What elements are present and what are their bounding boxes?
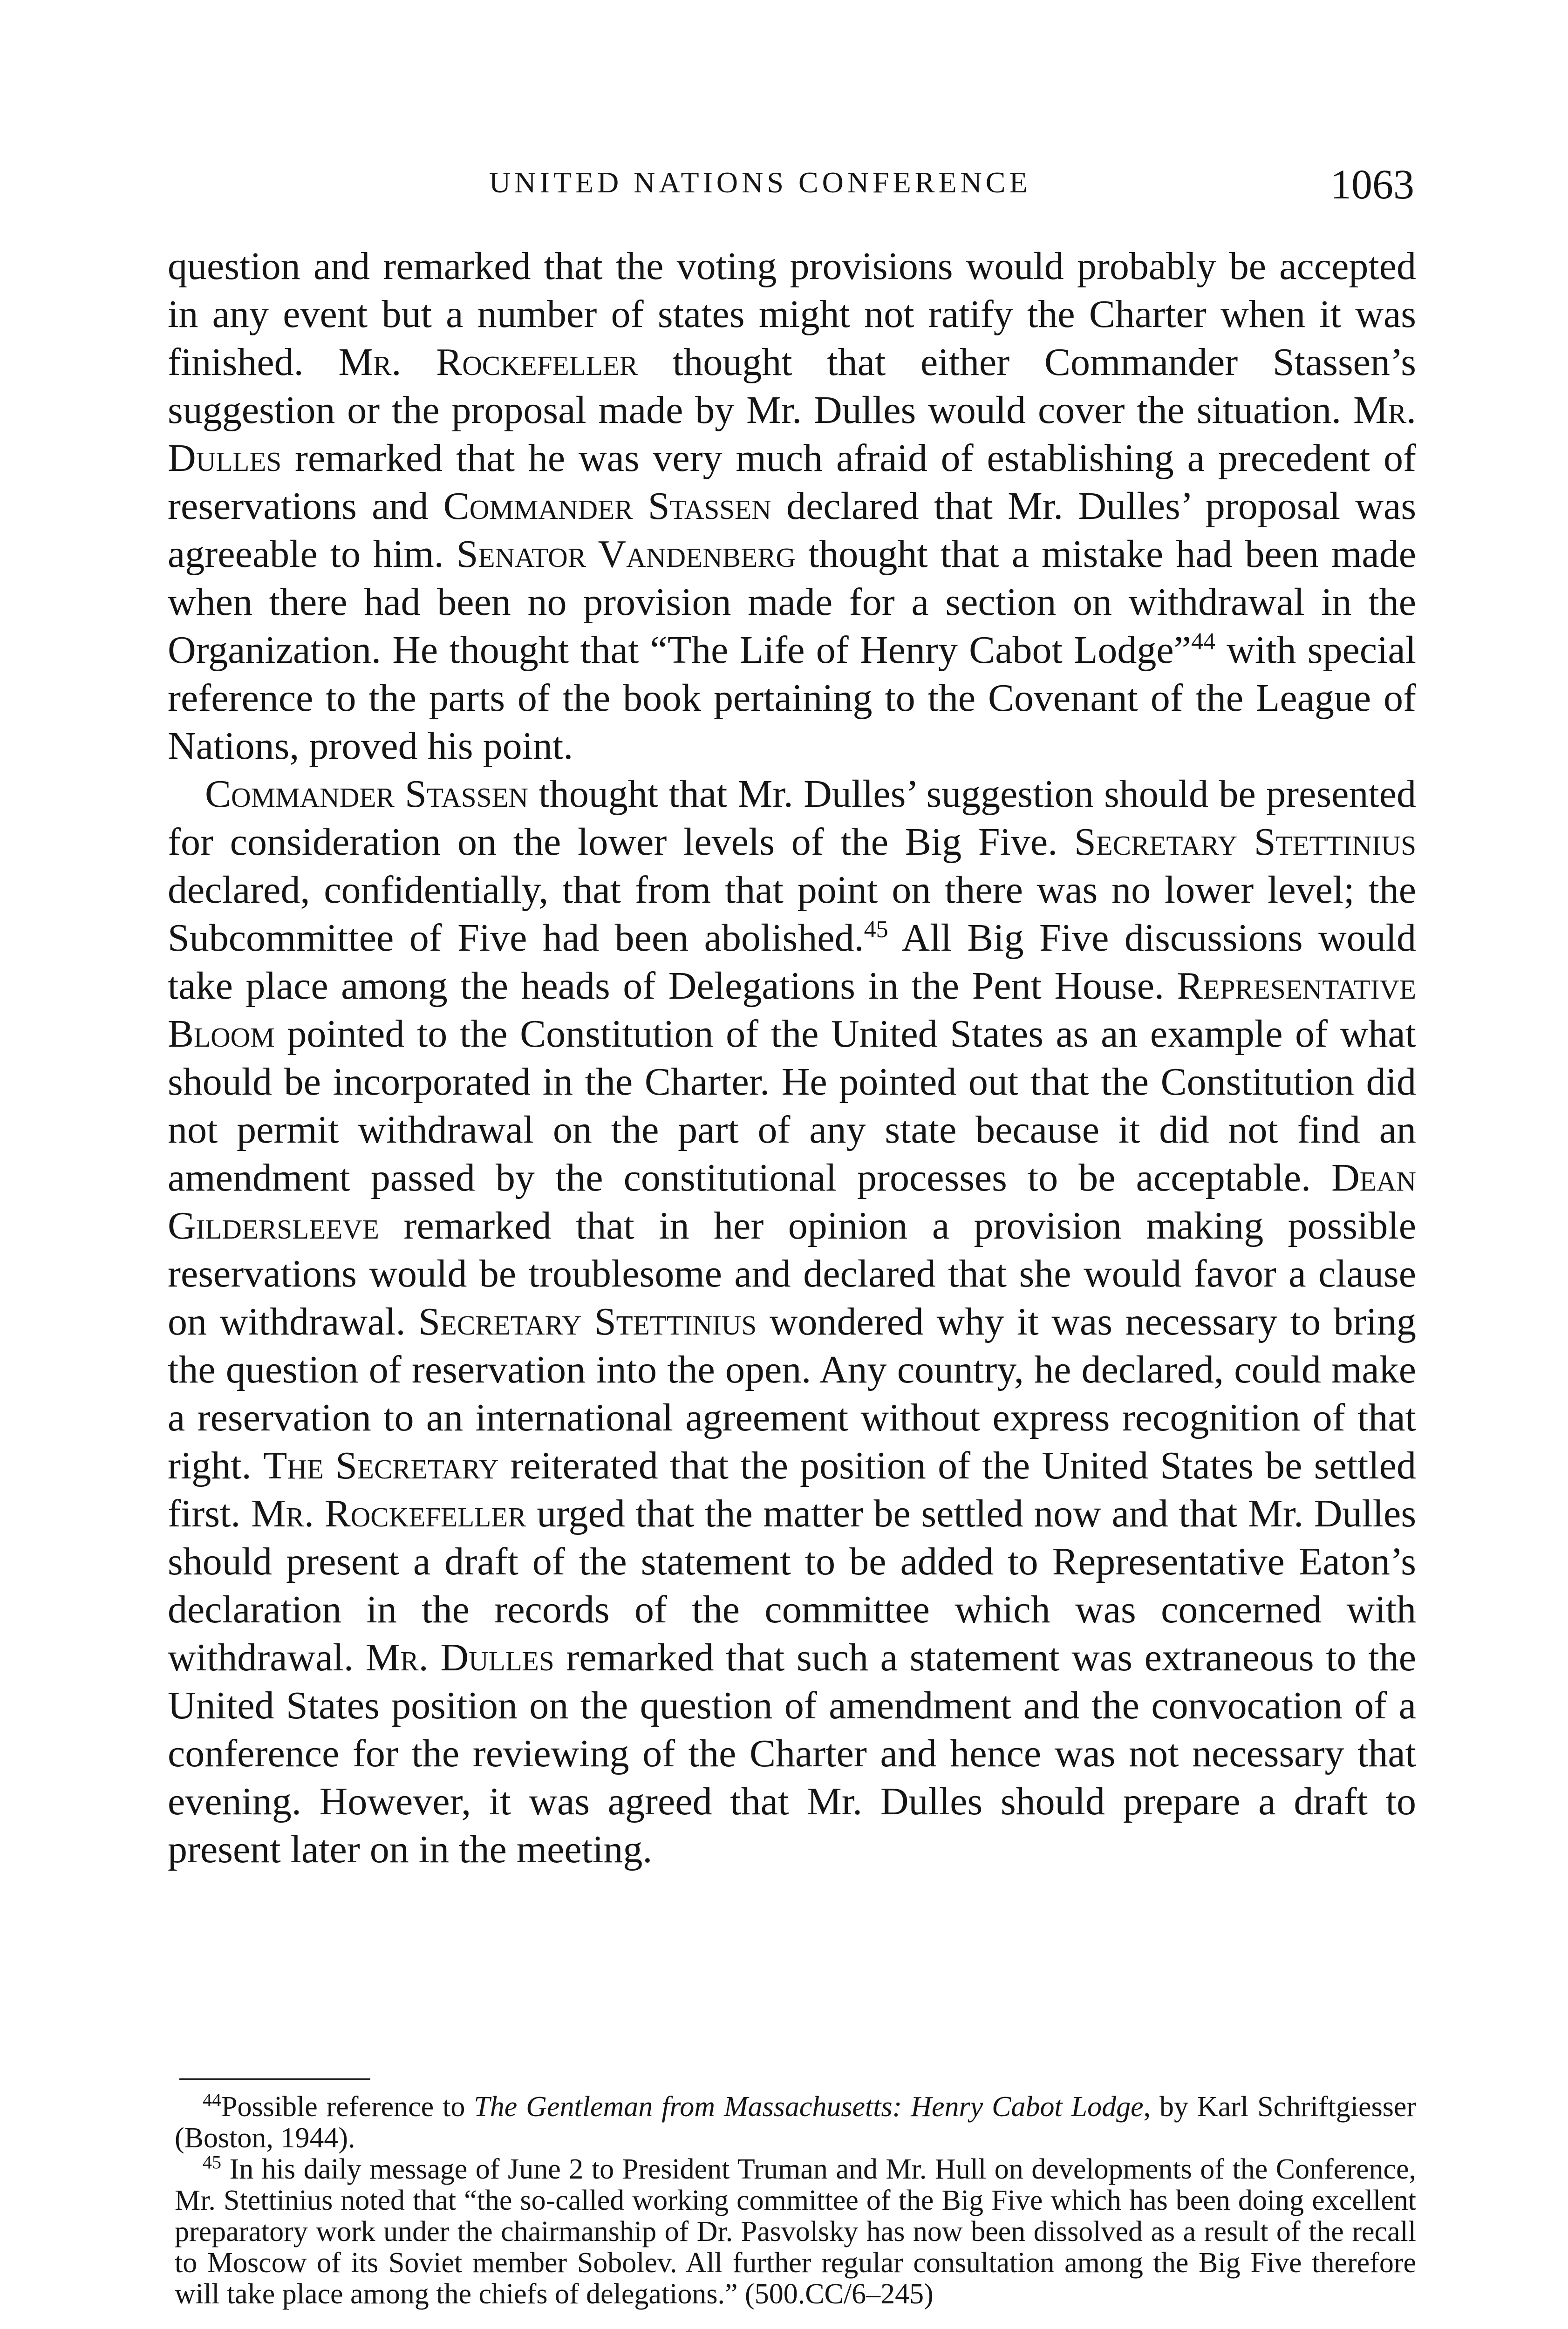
speaker-name: Secretary Stettinius [418,1300,757,1343]
body-sentence: thought that a mistake had been made when there had been no provision made for a section on withdrawal in the Organization. He thought that “The Life of Henry Cabot Lodge” [168,532,1416,672]
footnote-text: In his daily message of June 2 to President Truman and Mr. Hull on developments of the Conference, Mr. Stettinius noted that “the so-called working committee of the Big Five which has been doing excellent preparatory work under the chairmanship of Dr. Pasvolsky has now been dissolved as a result of the recall to Moscow of its Soviet member Sobolev. All further regular consultation among the Big Five therefore will take place among the chiefs of delegations.” (500.CC/6–245) [175,2153,1417,2310]
body-sentence: reiterated that the position of the United States be settled first. [168,1444,1417,1535]
speaker-name: Mr. Rockefeller [338,340,638,384]
footnote-44 [175,2091,1416,2154]
footnote-text: Possible reference to [221,2091,465,2123]
footnote-marker: 44 [203,2089,221,2111]
body-sentence: with special reference to the parts of the book pertaining to the Covenant of the League of Nations, proved his point. [168,628,1416,768]
speaker-name: The Secretary [263,1444,499,1487]
book-title: The Gentleman from Massachusetts: Henry Cabot Lodge [474,2091,1144,2123]
speaker-name: Mr. Rockefeller [251,1492,526,1535]
footnote-text: , by Karl Schriftgiesser (Boston, 1944). [175,2091,1417,2154]
speaker-name: Secretary Stettinius [1074,820,1417,864]
speaker-name: Senator Vandenberg [456,532,796,576]
body-sentence: declared that Mr. Dulles’ proposal was agreeable to him. [168,484,1417,576]
running-title: UNITED NATIONS CONFERENCE [489,166,1031,199]
speaker-name: Commander Stassen [205,772,529,816]
speaker-name: Mr. Dulles [168,388,1416,480]
body-sentence: thought that Mr. Dulles’ suggestion should be presented for consideration on the lower levels of the Big Five. [168,772,1416,864]
body-sentence: wondered why it was necessary to bring the question of reservation into the open. Any country, he declared, could make a reservation to an international agreement without express recognition of that right. [168,1300,1417,1487]
body-sentence: remarked that such a statement was extraneous to the United States position on the question of amendment and the convocation of a conference for the reviewing of the Charter and hence was not necessary that evening. However, it was agreed that Mr. Dulles should prepare a draft to present later on in the meeting. [168,1636,1417,1871]
footnote-marker: 45 [203,2152,221,2173]
speaker-name: Representative Bloom [168,964,1416,1056]
body-sentence: All Big Five discussions would take place among the heads of Delegations in the Pent House. [168,916,1416,1008]
speaker-name: Dean Gildersleeve [168,1156,1417,1247]
footnotes [175,2091,1416,2310]
footnote-reference: 45 [864,916,888,943]
footnote-divider [179,2078,370,2080]
body-sentence: remarked that he was very much afraid of establishing a precedent of reservations and [168,436,1416,528]
footnote-reference: 44 [1191,628,1215,655]
body-sentence: pointed to the Constitution of the United States as an example of what should be incorporated in the Charter. He pointed out that the Constitution did not permit withdrawal on the part of any state because it did not find an amendment passed by the constitutional processes to be acceptable. [168,1012,1416,1199]
body-sentence: urged that the matter be settled now and that Mr. Dulles should present a draft of the statement to be added to Representative Eaton’s declaration in the records of the committee which was concerned with withdrawal. [168,1492,1417,1679]
body-text [168,242,1416,1873]
body-sentence: remarked that in her opinion a provision making possible reservations would be troublesome and declared that she would favor a clause on withdrawal. [168,1204,1416,1343]
body-sentence: thought that either Commander Stassen’s suggestion or the proposal made by Mr. Dulles would cover the situation. [168,340,1416,432]
page-number: 1063 [1330,162,1414,208]
speaker-name: Commander Stassen [443,484,771,528]
body-sentence: question and remarked that the voting provisions would probably be accepted in any event but a number of states might not ratify the Charter when it was finished. [168,245,1416,384]
paragraph-1 [168,242,1416,770]
footnote-45 [175,2154,1416,2310]
paragraph-2 [168,770,1416,1873]
speaker-name: Mr. Dulles [365,1636,554,1679]
body-sentence: declared, confidentially, that from that point on there was no lower level; the Subcommittee of Five had been abolished. [168,868,1416,960]
